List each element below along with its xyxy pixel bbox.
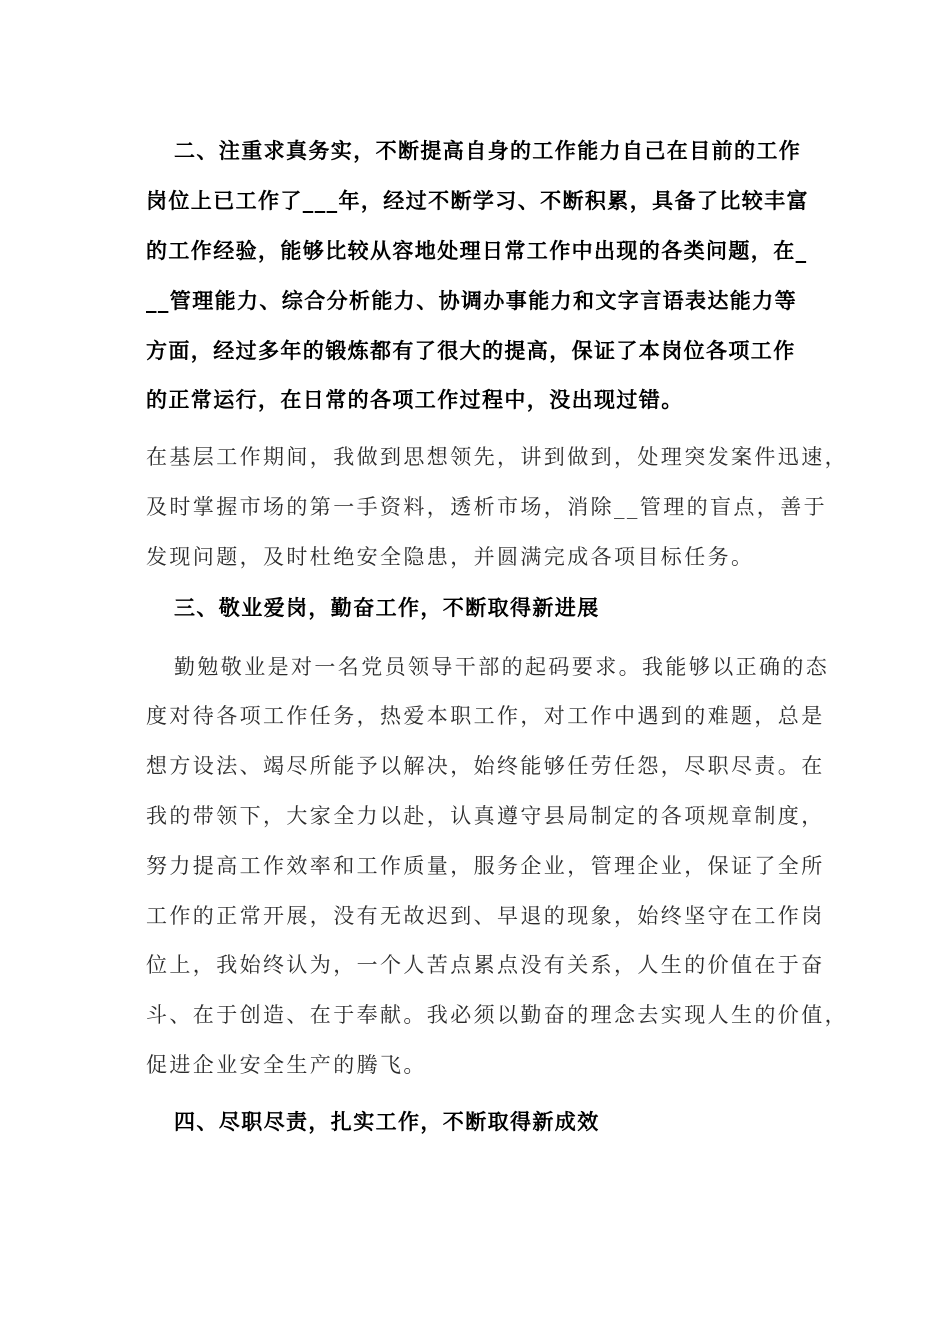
section3-line-3: 想方设法、竭尽所能予以解决，始终能够任劳任怨，尽职尽责。在 [146, 754, 825, 778]
section2-line-1: 二、注重求真务实，不断提高自身的工作能力自己在目前的工作 [174, 138, 802, 163]
section3-line-1: 勤勉敬业是对一名党员领导干部的起码要求。我能够以正确的态 [174, 655, 830, 679]
section2-line-5: 方面，经过多年的锻炼都有了很大的提高，保证了本岗位各项工作 [146, 338, 796, 363]
grassroots-line-1: 在基层工作期间，我做到思想领先，讲到做到，处理突发案件迅速， [146, 445, 848, 469]
section3-line-5: 努力提高工作效率和工作质量，服务企业，管理企业，保证了全所 [146, 854, 825, 878]
section3-line-2: 度对待各项工作任务，热爱本职工作，对工作中遇到的难题，总是 [146, 704, 825, 728]
grassroots-line-2: 及时掌握市场的第一手资料，透析市场，消除__管理的盲点，善于 [146, 495, 827, 519]
section3-line-9: 促进企业安全生产的腾飞。 [146, 1053, 427, 1077]
section2-line-4: __管理能力、综合分析能力、协调办事能力和文字言语表达能力等 [146, 288, 797, 313]
section2-line-6: 的正常运行，在日常的各项工作过程中，没出现过错。 [146, 387, 684, 412]
section3-line-6: 工作的正常开展，没有无故迟到、早退的现象，始终坚守在工作岗 [146, 904, 825, 928]
section3-line-8: 斗、在于创造、在于奉献。我必须以勤奋的理念去实现人生的价值， [146, 1003, 848, 1027]
section3-heading: 三、敬业爱岗，勤奋工作，不断取得新进展 [174, 595, 600, 620]
section3-line-7: 位上，我始终认为，一个人苦点累点没有关系，人生的价值在于奋 [146, 953, 825, 977]
section3-line-4: 我的带领下，大家全力以赴，认真遵守县局制定的各项规章制度， [146, 804, 825, 828]
section2-line-3: 的工作经验，能够比较从容地处理日常工作中出现的各类问题，在_ [146, 238, 808, 263]
section2-line-2: 岗位上已工作了___年，经过不断学习、不断积累，具备了比较丰富 [146, 188, 809, 213]
section4-heading: 四、尽职尽责，扎实工作，不断取得新成效 [174, 1109, 600, 1134]
grassroots-line-3: 发现问题，及时杜绝安全隐患，并圆满完成各项目标任务。 [146, 545, 755, 569]
